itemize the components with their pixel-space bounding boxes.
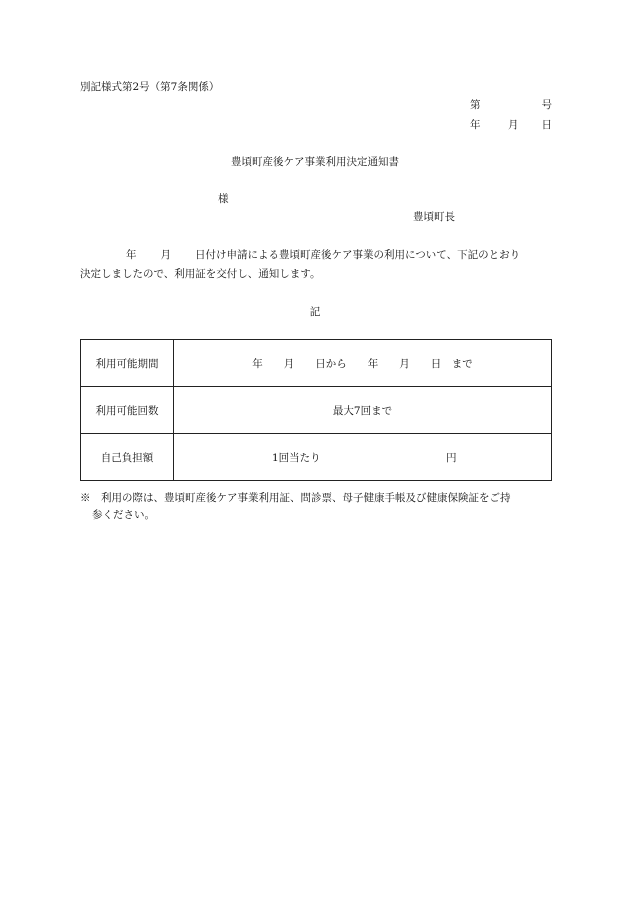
- row-value: [174, 434, 552, 481]
- document-title: 豊頃町産後ケア事業利用決定通知書: [231, 156, 399, 168]
- table-row: [81, 387, 552, 434]
- row-value-right: 円: [446, 452, 457, 464]
- ki-heading: 記: [309, 306, 321, 318]
- table-row: [81, 434, 552, 481]
- form-label: 別記様式第2号（第7条関係）: [80, 81, 220, 93]
- date-month: 月: [508, 119, 519, 131]
- row-label: 利用可能期間: [81, 340, 174, 387]
- row-value: 年 月 日から 年 月 日 まで: [174, 340, 552, 387]
- document-number: [470, 99, 552, 113]
- note-line-2: 参ください。: [92, 509, 155, 521]
- details-table: [80, 339, 552, 481]
- document-number-suffix: 号: [541, 99, 552, 111]
- row-value: 最大7回まで: [174, 387, 552, 434]
- body-month: 月: [160, 249, 171, 261]
- row-value-left: 1回当たり: [272, 452, 321, 464]
- recipient-suffix: 様: [218, 193, 229, 205]
- table-row: [81, 340, 552, 387]
- row-label: 自己負担額: [81, 434, 174, 481]
- document-number-prefix: 第: [470, 99, 481, 111]
- date-day: 日: [541, 119, 552, 131]
- body-line-1: [126, 249, 520, 262]
- date-year: 年: [470, 119, 481, 131]
- note-line-1: ※ 利用の際は、豊頃町産後ケア事業利用証、問診票、母子健康手帳及び健康保険証をご持: [80, 492, 511, 504]
- body-year: 年: [126, 249, 137, 261]
- body-line-2: 決定しましたので、利用証を交付し、通知します。: [80, 268, 321, 280]
- body-line-1-text: 日付け申請による豊頃町産後ケア事業の利用について、下記のとおり: [195, 249, 521, 261]
- issuer: 豊頃町長: [413, 211, 455, 223]
- document-date: [470, 119, 552, 133]
- row-label: 利用可能回数: [81, 387, 174, 434]
